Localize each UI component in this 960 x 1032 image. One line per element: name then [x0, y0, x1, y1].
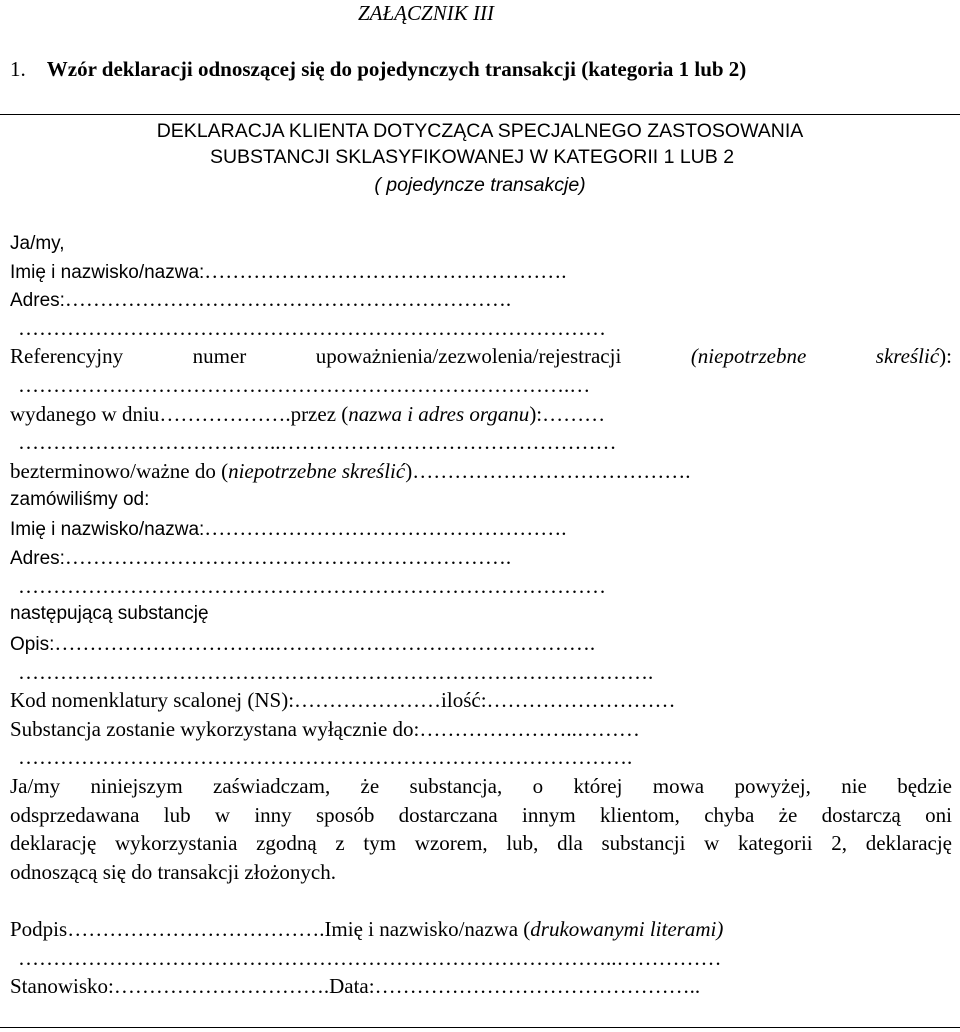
top-divider: [0, 114, 960, 115]
signature-label: Podpis: [10, 917, 68, 941]
reference-label: Referencyjny numer upoważnienia/zezwolenia/rejestracji: [10, 344, 622, 368]
signature-field: ………………………………: [67, 917, 320, 941]
heading-line-2: SUBSTANCJI SKLASYFIKOWANEJ W KATEGORII 1 LUB 2: [209, 146, 735, 168]
section-number: 1.: [10, 57, 26, 81]
issuer-label: przez (: [290, 402, 349, 426]
bottom-divider: [0, 1027, 960, 1028]
position-label: Stanowisko:: [10, 974, 114, 998]
valid-tail: ): [405, 459, 413, 483]
supplier-address-field-continued: …………………………………………………………………………: [18, 574, 606, 598]
supplier-name-label: Imię i nazwisko/nazwa:: [10, 519, 205, 540]
declaration-line-2: odsprzedawana lub w inny sposób dostarczana innym klientom, chyba że dostarczą oni: [10, 803, 952, 827]
print-name-italic: drukowanymi literami): [530, 917, 724, 941]
annex-title: [358, 1, 494, 25]
print-name-label: Imię i nazwisko/nazwa (: [324, 917, 531, 941]
valid-line: [10, 459, 690, 483]
date-field: ………………………………………..: [374, 974, 701, 998]
ja-my-label: Ja/my,: [10, 233, 65, 254]
position-date-line: Stanowisko:………………………….Data:………………………………………..: [10, 974, 701, 998]
declaration-line-4: odnoszącą się do transakcji złożonych.: [10, 860, 336, 884]
cn-code-label: Kod nomenklatury scalonej (NS):: [10, 688, 295, 712]
supplier-name-line: [10, 516, 567, 542]
declaration-line-3: deklarację wykorzystania zgodną z tym wzorem, lub, dla substancji w kategorii 2, deklarację: [10, 831, 952, 855]
reference-number-line: [10, 344, 952, 368]
issued-line: [10, 402, 605, 426]
signature-line: Podpis……………………………….Imię i nazwisko/nazwa (drukowanymi literami): [10, 917, 724, 941]
heading-line-3: ( pojedyncze transakcje): [374, 174, 586, 196]
cn-code-field: …………………: [294, 688, 442, 712]
use-field-continued: …………………………………………………………………………….: [18, 745, 633, 769]
supplier-address-label: Adres:: [10, 548, 65, 569]
description-field: …………………………..……………………………………….: [54, 631, 596, 655]
heading-line-1: DEKLARACJA KLIENTA DOTYCZĄCA SPECJALNEGO ZASTOSOWANIA: [156, 120, 804, 142]
reference-italic: (niepotrzebne skreślić: [690, 344, 940, 368]
print-name-field: …………………………………………………………………………..……………: [18, 946, 722, 970]
supplier-address-line: [10, 545, 511, 571]
address-line: [10, 287, 511, 313]
ordered-from-label: zamówiliśmy od:: [10, 489, 150, 510]
quantity-field: ………………………: [486, 688, 676, 712]
reference-tail: ):: [939, 344, 952, 368]
description-field-continued: ……………………………………………………………………………….: [18, 660, 654, 684]
address-field-continued: …………………………………………………………………………: [18, 316, 606, 340]
date-label: Data:: [329, 974, 375, 998]
name-field: …………………………………………….: [204, 259, 567, 283]
section-title: [10, 57, 746, 81]
issuer-italic: nazwa i adres organu: [348, 402, 530, 426]
address-field: ……………………………………………………….: [64, 287, 512, 311]
section-title-text: Wzór deklaracji odnoszącej się do pojedynczych transakcji (kategoria 1 lub 2): [46, 57, 747, 81]
declaration-line-1: Ja/my niniejszym zaświadczam, że substancja, o której mowa powyżej, nie będzie: [10, 774, 952, 798]
reference-field: …………………………………………………………………….…: [18, 373, 591, 397]
issuer-tail: ):………: [529, 402, 606, 426]
valid-italic: niepotrzebne skreślić: [228, 459, 406, 483]
valid-field: ………………………………….: [412, 459, 691, 483]
address-label: Adres:: [10, 290, 65, 311]
name-label: Imię i nazwisko/nazwa:: [10, 262, 205, 283]
position-field: …………………………: [113, 974, 324, 998]
description-line: [10, 631, 595, 657]
supplier-name-field: …………………………………………….: [204, 516, 567, 540]
quantity-label: ilość:: [441, 688, 487, 712]
issued-date-field: ……………….: [159, 402, 291, 426]
use-field: …………………..………: [419, 717, 640, 741]
annex-title-text: ZAŁĄCZNIK III: [358, 1, 494, 25]
name-line: [10, 259, 567, 285]
issued-label: wydanego w dniu: [10, 402, 160, 426]
valid-label: bezterminowo/ważne do (: [10, 459, 229, 483]
issuer-field: ………………………………..…………………………………………: [18, 430, 617, 454]
substance-label: następującą substancję: [10, 603, 209, 624]
supplier-address-field: ……………………………………………………….: [64, 545, 512, 569]
use-line: [10, 717, 640, 741]
description-label: Opis:: [10, 634, 55, 655]
use-label: Substancja zostanie wykorzystana wyłącznie do:: [10, 717, 420, 741]
cn-code-line: [10, 688, 676, 712]
